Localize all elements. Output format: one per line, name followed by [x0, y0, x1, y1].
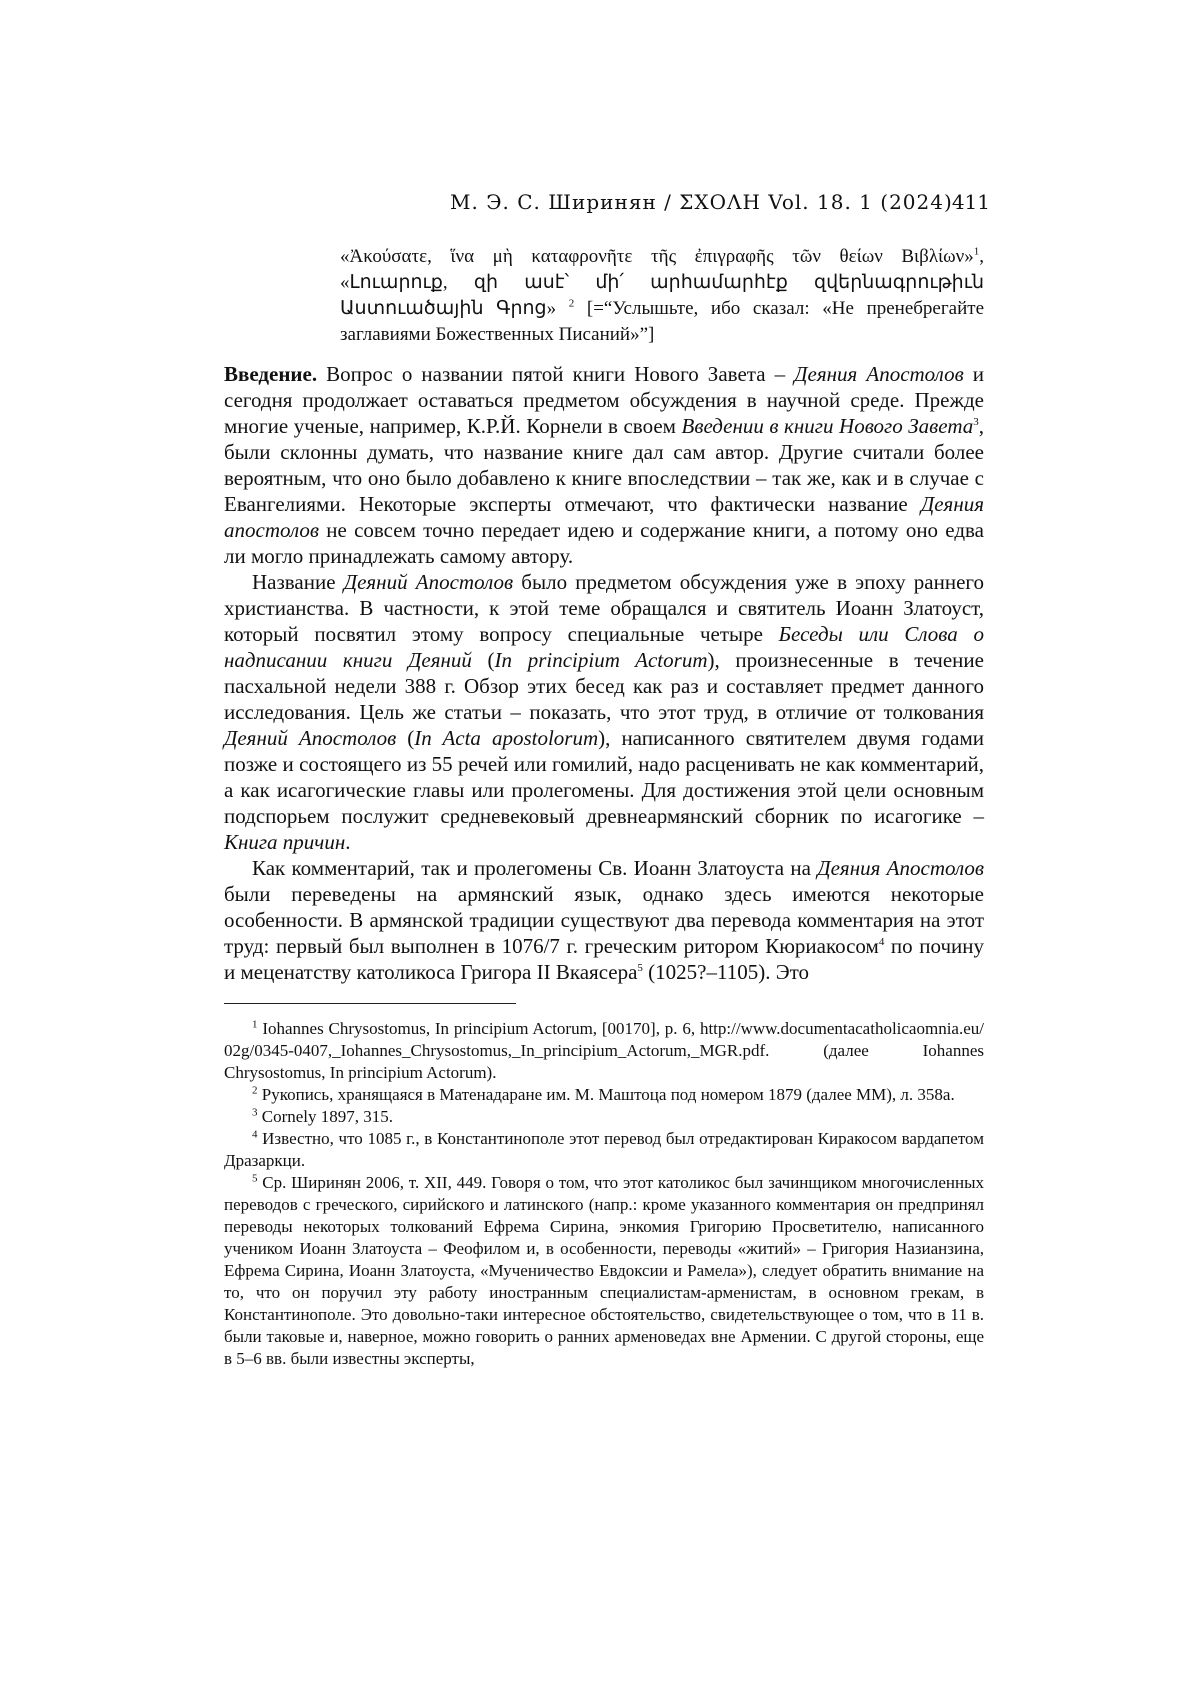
italic-title: Деяний Апостолов — [224, 726, 397, 750]
footnote-1 — [224, 1018, 984, 1084]
main-text — [224, 361, 984, 985]
italic-title: In Acta apostolorum — [414, 726, 599, 750]
footnote-number: 1 — [252, 1018, 258, 1031]
footnote-ref-3[interactable]: 3 — [973, 416, 979, 428]
text-run: Вопрос о названии пятой книги Нового Завета – — [317, 362, 795, 386]
paragraph-introduction — [224, 361, 984, 569]
italic-title: Деяний Апостолов — [343, 570, 514, 594]
section-lead: Введение. — [224, 362, 318, 386]
text-run: были переведены на армянский язык, однако здесь имеются некоторые особенности. В армянской традиции существуют два перевода комментария на этот труд: первый был выполнен в 1076/7 г. греческим ритором Кюриакосом — [224, 882, 984, 958]
text-run: было предметом обсуждения уже в эпоху раннего христианства. В частности, к этой теме обращался и святитель Иоанн Златоуст, который посвятил этому вопросу специальные четыре — [224, 570, 984, 646]
epigraph-greek: «Ἀκούσατε, ἵνα μὴ καταφρονῆτε τῆς ἐπιγραφῆς τῶν θείων Βιβλίων» — [340, 246, 974, 267]
text-run: Название — [252, 570, 344, 594]
footnote-text: (далее Iohannes Chrysostomus, In principium Actorum). — [224, 1041, 984, 1082]
text-run: ( — [471, 648, 495, 672]
text-run: по почину и меценатству католикоса Григора II Вкаясера — [224, 934, 984, 984]
italic-title: Введении в книги Нового Завета — [681, 414, 974, 438]
text-run: ), написанного святителем двумя годами позже и состоящего из 55 речей или гомилий, надо расценивать не как комментарий, а как исагогические главы или пролегомены. Для достижения этой цели основным подспорьем послужит средневековый древнеармянский сборник по исагогике – — [224, 726, 984, 828]
running-header — [450, 190, 990, 222]
footnote-3 — [224, 1106, 984, 1128]
italic-title: In principium Actorum — [494, 648, 708, 672]
text-run: (1025?–1105). Это — [642, 960, 809, 984]
text-run: не совсем точно передает идею и содержание книги, а потому оно едва ли могло принадлежать самому автору. — [224, 518, 984, 568]
footnote-ref-1[interactable]: 1 — [973, 245, 980, 258]
paragraph-2 — [224, 569, 984, 855]
text-run: ), произнесенные в течение пасхальной недели 388 г. Обзор этих бесед как раз и составляет предмет данного исследования. Цель же статьи – показать, что этот труд, в отличие от толкования — [224, 648, 984, 724]
footnotes — [224, 1018, 984, 1370]
footnote-4 — [224, 1128, 984, 1172]
footnote-ref-5[interactable]: 5 — [637, 962, 643, 974]
footnote-number: 4 — [252, 1128, 258, 1141]
text-run: , были склонны думать, что название книге дал сам автор. Другие считали более вероятным, что оно было добавлено к книге впоследствии – так же, как и в случае с Евангелиями. Некоторые эксперты отмечают, что фактически название — [224, 414, 984, 516]
epigraph-text: «Ἀκούσατε, ἵνα μὴ καταφρονῆτε τῆς ἐπιγραφῆς τῶν θείων Βιβλίων»$^1$, «Լուարուք, զի ասէ՝ մի՛ արհամարհէք զվերնագրութիւն Աստուածային Գրոց» $^2$ [=“Услышьте, ибо сказал: «Не пренебрегайте заглавиями Божественных Писаний»”] — [340, 245, 984, 345]
footnote-ref-4[interactable]: 4 — [878, 936, 885, 948]
italic-title: Книга причин — [224, 830, 346, 854]
italic-title: Беседы или Слова о надписании книги Деяний — [224, 622, 984, 672]
footnote-separator — [224, 1003, 516, 1004]
footnote-ref-2[interactable]: 2 — [568, 297, 575, 310]
footnote-text: Cornely 1897, 315. — [257, 1107, 394, 1126]
footnote-2 — [224, 1084, 984, 1106]
italic-title: Деяния Апостолов — [794, 362, 964, 386]
epigraph — [340, 244, 984, 348]
page-number: 411 — [951, 190, 990, 214]
footnote-link[interactable]: http://www.documentacatholicaomnia.eu/02g/0345-0407,_Iohannes_Chrysostomus,_In_principium_Actorum,_MGR.pdf. — [224, 1019, 984, 1060]
text-run: . — [345, 830, 351, 854]
paragraph-3 — [224, 855, 984, 985]
text-run: и сегодня продолжает оставаться предметом обсуждения в научной среде. Прежде многие ученые, например, К.Р.Й. Корнели в своем — [224, 362, 984, 438]
epigraph-translation: [=“Услышьте, ибо сказал: «Не пренебрегайте заглавиями Божественных Писаний»”] — [340, 298, 984, 345]
footnote-number: 5 — [252, 1172, 258, 1185]
text-run: Как комментарий, так и пролегомены Св. Иоанн Златоуста на — [252, 856, 818, 880]
footnote-text: Ср. Ширинян 2006, т. XII, 449. Говоря о том, что этот католикос был зачинщиком многочисленных переводов с греческого, сирийского и латинского (напр.: кроме указанного комментария он предпринял переводы некоторых толкований Ефрема Сирина, энкомия Григорию Просветителю, написанного учеником Иоанн Златоуста – Феофилом и, в особенности, переводы «житий» – Григория Назианзина, Ефрема Сирина, Иоанн Златоуста, «Мученичество Евдоксии и Рамела»), следует обратить внимание на то, что он поручил эту работу иностранным специалистам-арменистам, в основном грекам, в Константинополе. Это довольно-таки интересное обстоятельство, свидетельствующее о том, что в 11 в. были таковые и, наверное, можно говорить о ранних арменоведах вне Армении. С другой стороны, еще в 5–6 вв. были известны эксперты, — [224, 1173, 984, 1368]
text-run: ( — [396, 726, 415, 750]
italic-title: Деяния Апостолов — [817, 856, 984, 880]
footnote-number: 2 — [252, 1084, 258, 1097]
footnote-number: 3 — [252, 1106, 258, 1119]
footnote-text: Рукопись, хранящаяся в Матенадаране им. М. Маштоца под номером 1879 (далее ММ), л. 358а. — [257, 1085, 955, 1104]
running-title: М. Э. С. Ширинян / ΣΧΟΛΗ Vol. 18. 1 (2024) — [450, 190, 953, 214]
italic-title: Деяния апостолов — [224, 492, 984, 542]
footnote-text: Iohannes Chrysostomus, In principium Actorum, [00170], p. 6, — [262, 1019, 700, 1038]
epigraph-armenian: «Լուարուք, զի ասէ՝ մի՛ արհամարհէք զվերնագրութիւն Աստուածային Գրոց» — [340, 272, 984, 319]
footnote-5 — [224, 1172, 984, 1370]
footnote-text: Известно, что 1085 г., в Константинополе этот перевод был отредактирован Киракосом вардапетом Дразаркци. — [224, 1129, 984, 1170]
